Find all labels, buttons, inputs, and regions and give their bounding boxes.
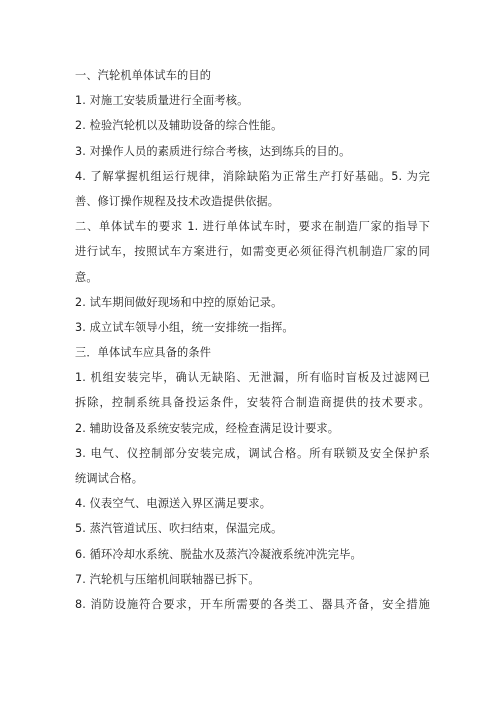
paragraph-line: 2. 检验汽轮机以及辅助设备的综合性能。 (75, 119, 283, 133)
paragraph-line: 进行试车，按照试车方案进行，如需变更必须征得汽机制造厂家的同 (75, 245, 430, 259)
paragraph-line: 7. 汽轮机与压缩机间联轴器已拆下。 (75, 572, 260, 586)
paragraph-line: 统调试合格。 (75, 472, 144, 485)
paragraph-line: 1. 对施工安装质量进行全面考核。 (75, 94, 249, 108)
paragraph-line: 善、修订操作规程及技术改造提供依据。 (75, 194, 280, 208)
paragraph-line: 2. 辅助设备及系统安装完成，经检查满足设计要求。 (75, 421, 340, 435)
paragraph-line: 3. 电气、仪控制部分安装完成，调试合格。所有联锁及安全保护系 (75, 446, 430, 460)
section-heading-2: 二、单体试车的要求 1. 进行单体试车时，要求在制造厂家的指导下 (75, 220, 430, 234)
paragraph-line: 2. 试车期间做好现场和中控的原始记录。 (75, 295, 283, 309)
paragraph-line: 3. 成立试车领导小组，统一安排统一指挥。 (75, 320, 294, 334)
paragraph-line: 1. 机组安装完毕，确认无缺陷、无泄漏，所有临时盲板及过滤网已 (75, 371, 430, 385)
paragraph-line: 4. 了解掌握机组运行规律，消除缺陷为正常生产打好基础。5. 为完 (75, 169, 430, 183)
section-heading-3: 三．单体试车应具备的条件 (75, 346, 212, 360)
section-heading-1: 一、汽轮机单体试车的目的 (75, 69, 212, 82)
paragraph-line: 4. 仪表空气、电源送入界区满足要求。 (75, 497, 272, 511)
paragraph-line: 意。 (75, 270, 98, 284)
document-body (75, 63, 430, 617)
paragraph-line: 8. 消防设施符合要求，开车所需要的各类工、器具齐备，安全措施 (75, 597, 430, 611)
paragraph-line: 3. 对操作人员的素质进行综合考核，达到练兵的目的。 (75, 144, 351, 158)
paragraph-line: 6. 循环冷却水系统、脱盐水及蒸汽冷凝液系统冲洗完毕。 (75, 547, 362, 561)
paragraph-line: 5. 蒸汽管道试压、吹扫结束，保温完成。 (75, 522, 283, 536)
paragraph-line: 拆除，控制系统具备投运条件，安装符合制造商提供的技术要求。 (75, 396, 430, 410)
